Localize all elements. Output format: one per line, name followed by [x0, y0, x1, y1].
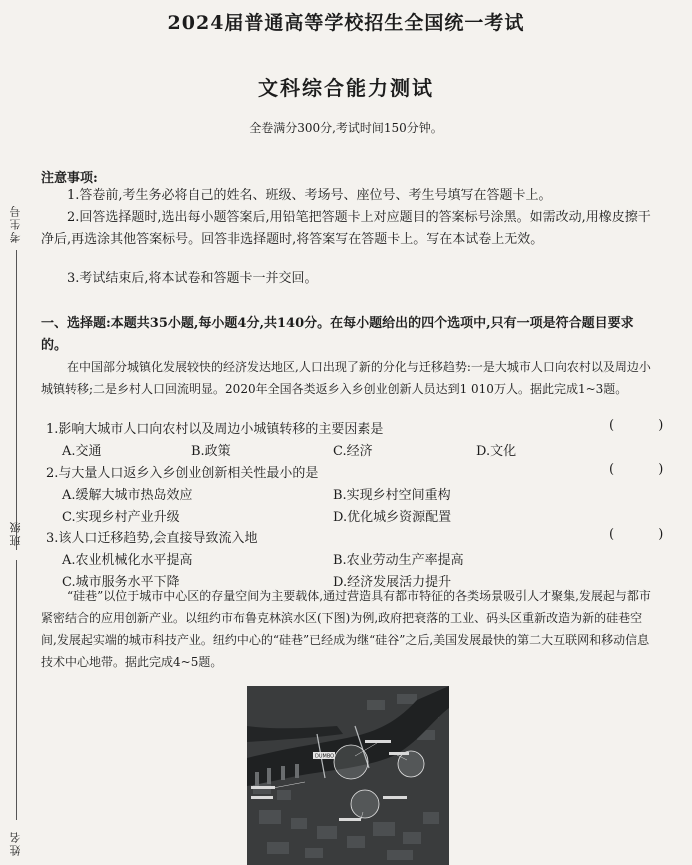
notice-item-2: 2.回答选择题时,选出每小题答案后,用铅笔把答题卡上对应题目的答案标号涂黑。如需改动,用橡皮擦干净后,再选涂其他答案标号。回答非选择题时,将答案写在答题卡上。写在本试卷上无效。	[41, 210, 651, 247]
passage-1: 在中国部分城镇化发展较快的经济发达地区,人口出现了新的分化与迁移趋势:一是大城市人口向农村以及周边小城镇转移;二是乡村人口回流明显。2020年全国各类返乡入乡创业创新人员达到1 010万人。据此完成1~3题。	[41, 360, 651, 396]
q2-option-c: C.实现乡村产业升级	[62, 510, 180, 525]
satellite-map-graphic	[247, 686, 449, 865]
score-line: 全卷满分300分,考试时间150分钟。	[249, 121, 443, 135]
subject-title: 文科综合能力测试	[258, 76, 434, 100]
q2-option-a: A.缓解大城市热岛效应	[62, 488, 193, 503]
exam-title: 2024届普通高等学校招生全国统一考试	[167, 12, 525, 34]
side-fill-line-2	[16, 560, 17, 820]
notice-item-3: 3.考试结束后,将本试卷和答题卡一并交回。	[67, 271, 318, 286]
q2-option-b: B.实现乡村空间重构	[333, 488, 451, 503]
dumbo-label: DUMBO	[315, 753, 335, 760]
side-label-exam-id: 考生号	[9, 204, 22, 243]
q3-option-b: B.农业劳动生产率提高	[333, 553, 464, 568]
side-label-class: 班级	[9, 520, 22, 546]
notice-item-1: 1.答卷前,考生务必将自己的姓名、班级、考场号、座位号、考生号填写在答题卡上。	[67, 188, 552, 203]
q3-option-a: A.农业机械化水平提高	[62, 553, 193, 568]
section-heading: 一、选择题:本题共35小题,每小题4分,共140分。在每小题给出的四个选项中,只有一项是符合题目要求的。	[41, 316, 634, 353]
question-3-stem: 3.该人口迁移趋势,会直接导致流入地	[46, 531, 258, 546]
notice-heading: 注意事项:	[41, 171, 98, 186]
answer-bracket-2: ( )	[609, 462, 684, 477]
answer-bracket-3: ( )	[609, 527, 684, 542]
side-fill-line-1	[16, 250, 17, 550]
question-2-stem: 2.与大量人口返乡入乡创业创新相关性最小的是	[46, 466, 319, 481]
brooklyn-waterfront-satellite-image	[247, 686, 449, 865]
q2-option-d: D.优化城乡资源配置	[333, 510, 452, 525]
question-1-stem: 1.影响大城市人口向农村以及周边小城镇转移的主要因素是	[46, 422, 384, 437]
q1-option-a: A.交通	[62, 444, 102, 459]
q3-option-c: C.城市服务水平下降	[62, 575, 180, 590]
answer-bracket-1: ( )	[609, 418, 684, 433]
q1-option-c: C.经济	[333, 444, 373, 459]
passage-2: “硅巷”以位于城市中心区的存量空间为主要载体,通过营造具有都市特征的各类场景吸引人才聚集,发展起与都市紧密结合的应用创新产业。以纽约市布鲁克林滨水区(下图)为例,政府把衰落的工业、码头区重新改造为新的硅巷空间,发展起实端的城市科技产业。纽约中心的“硅巷”已经成为继“硅谷”之后,美国发展最快的第二大互联网和移动信息技术中心地带。据此完成4~5题。	[41, 589, 651, 669]
side-label-name: 姓名	[9, 830, 22, 856]
q1-option-d: D.文化	[476, 444, 517, 459]
q1-option-b: B.政策	[191, 444, 231, 459]
q3-option-d: D.经济发展活力提升	[333, 575, 452, 590]
